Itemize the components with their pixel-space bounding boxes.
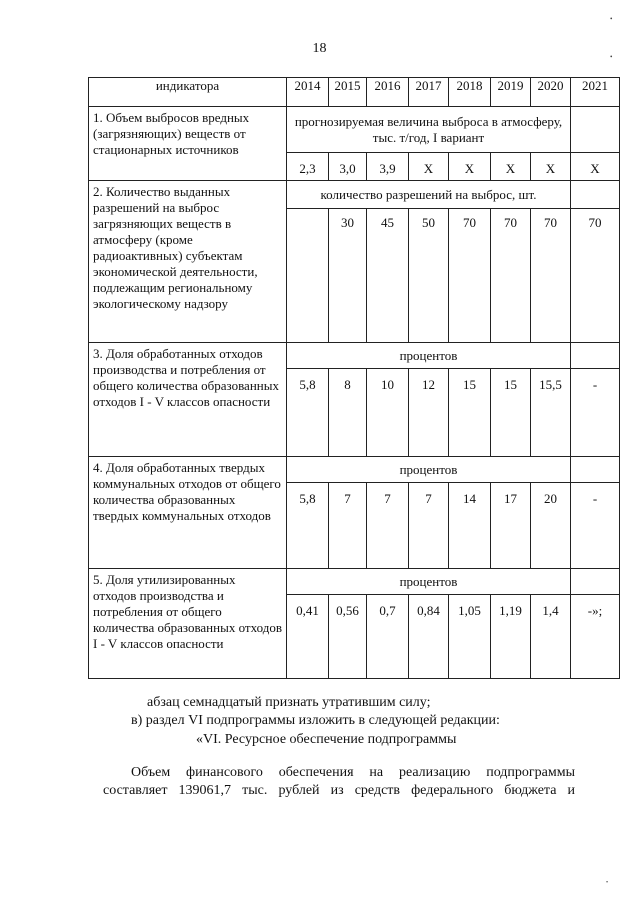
value-cell: 15 — [449, 369, 491, 457]
value-cell: Х — [491, 153, 531, 181]
scan-mark: • — [606, 880, 609, 886]
value-cell: 17 — [491, 483, 531, 569]
value-cell: 50 — [409, 209, 449, 343]
value-cell: 20 — [531, 483, 571, 569]
value-cell: 3,9 — [367, 153, 409, 181]
value-cell: 10 — [367, 369, 409, 457]
table-row — [89, 457, 620, 483]
value-cell: 2,3 — [287, 153, 329, 181]
header-year: 2014 — [287, 78, 329, 107]
value-cell: 45 — [367, 209, 409, 343]
value-cell: - — [571, 369, 620, 457]
value-cell: 7 — [367, 483, 409, 569]
table-row — [89, 569, 620, 595]
value-cell: Х — [449, 153, 491, 181]
indicator-unit: количество разрешений на выброс, шт. — [287, 181, 571, 209]
value-cell: 1,05 — [449, 595, 491, 679]
value-cell: 70 — [449, 209, 491, 343]
table-header-row — [89, 78, 620, 107]
value-cell: 1,4 — [531, 595, 571, 679]
value-cell: 5,8 — [287, 483, 329, 569]
value-cell: Х — [571, 153, 620, 181]
value-cell: 15,5 — [531, 369, 571, 457]
indicator-unit: процентов — [287, 457, 571, 483]
header-year: 2020 — [531, 78, 571, 107]
section-heading: «VI. Ресурсное обеспечение подпрограммы — [196, 732, 457, 747]
table-row — [89, 343, 620, 369]
value-cell: 15 — [491, 369, 531, 457]
indicator-name: 1. Объем выбросов вредных (загрязняющих) веществ от стационарных источников — [89, 107, 287, 181]
value-cell: -»; — [571, 595, 620, 679]
value-cell — [287, 209, 329, 343]
value-cell: 0,41 — [287, 595, 329, 679]
indicator-name: 4. Доля обработанных твердых коммунальных отходов от общего количества образованных твердых коммунальных отходов — [89, 457, 287, 569]
indicator-name: 5. Доля утилизированных отходов производства и потребления от общего количества образованных отходов I - V классов опасности — [89, 569, 287, 679]
value-cell: 0,7 — [367, 595, 409, 679]
body-text: в) раздел VI подпрограммы изложить в следующей редакции: — [131, 713, 500, 728]
header-year: 2018 — [449, 78, 491, 107]
page-number: 18 — [312, 41, 327, 56]
header-year: 2019 — [491, 78, 531, 107]
value-cell: 8 — [329, 369, 367, 457]
indicator-name: 2. Количество выданных разрешений на выброс загрязняющих веществ в атмосферу (кроме радиоактивных) субъектам экономической деятельности, подлежащим региональному экологическому надзору — [89, 181, 287, 343]
body-text: составляет 139061,7 тыс. рублей из средств федерального бюджета и — [103, 783, 575, 798]
header-year: 2021 — [571, 78, 620, 107]
header-year: 2017 — [409, 78, 449, 107]
value-cell: Х — [409, 153, 449, 181]
value-cell: 3,0 — [329, 153, 367, 181]
table-row — [89, 181, 620, 209]
value-cell: 70 — [571, 209, 620, 343]
table-row — [89, 107, 620, 153]
value-cell: 5,8 — [287, 369, 329, 457]
indicator-unit: процентов — [287, 569, 571, 595]
header-indicator: индикатора — [89, 78, 287, 107]
scan-mark: • — [610, 15, 613, 23]
value-cell: - — [571, 483, 620, 569]
value-cell: 70 — [531, 209, 571, 343]
indicator-unit: прогнозируемая величина выброса в атмосферу, тыс. т/год, I вариант — [287, 107, 571, 153]
body-text: абзац семнадцатый признать утратившим силу; — [147, 695, 431, 710]
value-cell: Х — [531, 153, 571, 181]
indicator-unit: процентов — [287, 343, 571, 369]
body-text: Объем финансового обеспечения на реализацию подпрограммы — [131, 765, 575, 780]
indicators-table — [88, 77, 620, 679]
header-year: 2016 — [367, 78, 409, 107]
header-year: 2015 — [329, 78, 367, 107]
scan-mark: • — [610, 53, 613, 61]
indicator-name: 3. Доля обработанных отходов производства и потребления от общего количества образованных отходов I - V классов опасности — [89, 343, 287, 457]
value-cell: 70 — [491, 209, 531, 343]
value-cell: 12 — [409, 369, 449, 457]
value-cell: 0,84 — [409, 595, 449, 679]
value-cell: 7 — [329, 483, 367, 569]
value-cell: 1,19 — [491, 595, 531, 679]
value-cell: 7 — [409, 483, 449, 569]
value-cell: 14 — [449, 483, 491, 569]
value-cell: 0,56 — [329, 595, 367, 679]
value-cell: 30 — [329, 209, 367, 343]
